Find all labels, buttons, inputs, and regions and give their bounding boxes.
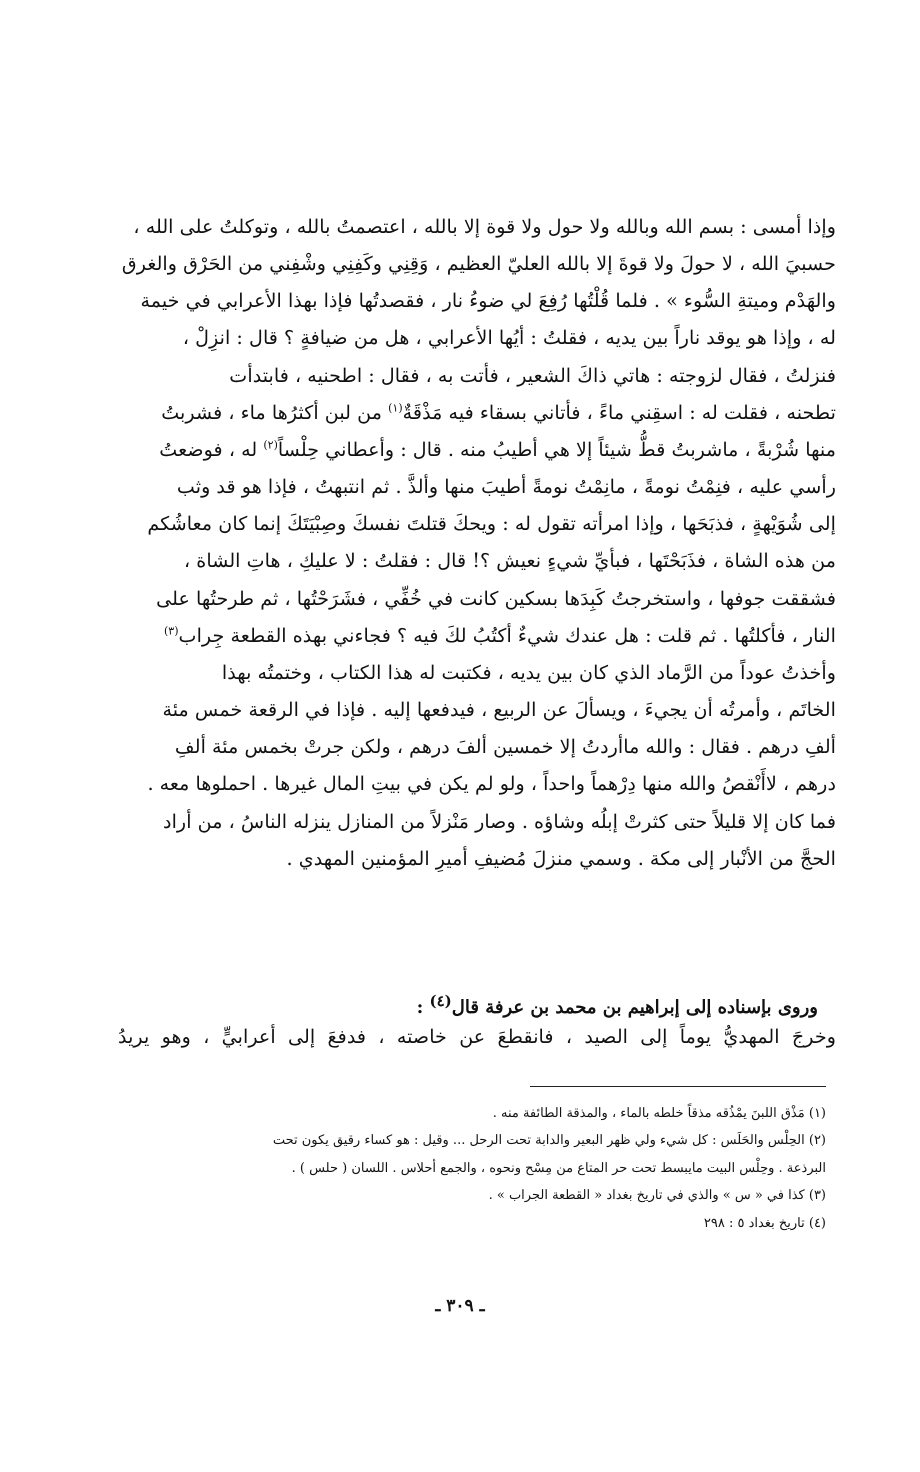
footnote-1: (١) مَذْق اللبنَ يمْذُقه مذقاً خلطه بالماء ، والمذقة الطائفة منه .: [492, 1106, 826, 1121]
text-line: له ، وإذا هو يوقد ناراً بين يديه ، فقلتُ : أيُها الأعرابي ، هل من ضيافةٍ ؟ قال : انزِلْ ،: [182, 326, 836, 350]
text-line: حسبيَ الله ، لا حولَ ولا قوةَ إلا بالله العليّ العظيم ، وَقِنِي وكَفِنِي وشْفِني من الحَرْق والغرق: [121, 252, 836, 276]
text-line: فما كان إلا قليلاً حتى كثرتْ إبلُه وشاؤه . وصار مَنْزلاً من المنازل ينزله الناسُ ، من أراد: [163, 809, 836, 833]
continuation-line: وخرجَ المهديُّ يوماً إلى الصيد ، فانقطعَ عن خاصته ، فدفعَ إلى أعرابيٍّ ، وهو يريدُ: [118, 1025, 836, 1048]
footnote-divider: [530, 1086, 826, 1087]
text-line: [118, 394, 836, 431]
footnotes: [118, 1100, 826, 1237]
text-segment: منها شُرْبةً ، ماشربتُ قطُّ شيئاً إلا هي أطيبُ منه . قال : وأعطاني حِلْساً: [277, 437, 836, 461]
text-line: إلى شُوَيْهةٍ ، فذبَحَها ، وإذا امرأته تقول له : ويحكَ قتلتَ نفسكَ وصِبْيَتَكَ إنما كان معاشُكم: [147, 512, 836, 536]
text-line: فنزلتُ ، فقال لزوجته : هاتي ذاكَ الشعير ، فأتت به ، فقال : اطحنيه ، فابتدأت: [229, 363, 836, 387]
footnote-2: (٢) الحِلْس والحَلَس : كل شيء ولي ظهر البعير والدابة تحت الرحل ... وقيل : هو كساء رقيق يكون تحت: [272, 1133, 826, 1149]
footnote-4: (٤) تاريخ بغداد ٥ : ٢٩٨: [703, 1215, 826, 1231]
footnote-marker-2: (٢): [263, 438, 278, 452]
heading-tail: :: [416, 997, 430, 1018]
text-line: درهم ، لاأَنْقصُ والله منها دِرْهماً واحداً ، ولو لم يكن في بيتِ المال غيرها . احملوها معه .: [147, 772, 836, 796]
text-segment: تطحنه ، فقلت له : اسقِني ماءً ، فأتاني بسقاء فيه مَذْقَةٌ: [402, 400, 836, 424]
text-line: رأسي عليه ، فنِمْتُ نومةً ، مانِمْتُ نومةً أطيبَ منها وألذَّ . ثم انتبهتُ ، فإذا هو قد وثب: [176, 475, 836, 499]
footnote-marker-3: (٣): [164, 624, 179, 638]
text-line: [118, 431, 836, 468]
text-segment: له ، فوضعتُ: [159, 437, 264, 461]
footnote-3: (٣) كذا في « س » والذي في تاريخ بغداد « القطعة الجراب » .: [488, 1188, 826, 1204]
text-line: الخاتَم ، وأمرتُه أن يجيءَ ، ويسألَ عن الربيع ، فيدفعها إليه . فإذا في الرقعة خمس مئة: [162, 698, 836, 722]
main-text: [118, 208, 836, 877]
text-line: الحجَّ من الأنْبار إلى مكة . وسمي منزلَ مُضيفِ أميرِ المؤمنين المهدي .: [286, 846, 836, 870]
text-line: والهَدْم وميتةِ السُّوء » . فلما قُلْتُها رُفِعَ لي ضوءُ نار ، فقصدتُها فإذا بهذا الأعرابي في خيمة: [140, 289, 836, 313]
text-line: ألفِ درهم . فقال : والله ماأردتُ إلا خمسين ألفَ درهم ، ولكن جرتْ بخمس مئة ألفِ: [174, 735, 836, 759]
text-line: وأخذتُ عوداً من الرَّماد الذي كان بين يديه ، فكتبت له هذا الكتاب ، وختمتُه بهذا: [221, 660, 836, 684]
text-segment: النار ، فأكلتُها . ثم قلت : هل عندك شيءٌ أكتُبُ لكَ فيه ؟ فجاءني بهذه القطعة جِراب: [178, 623, 836, 647]
footnote-marker-4: (٤): [429, 992, 452, 1010]
page-number: ـ ٣٠٩ ـ: [435, 1296, 485, 1316]
text-line: فشققت جوفها ، واستخرجتُ كَبِدَها بسكين كانت في خُفِّي ، فشَرَحْتُها ، ثم طرحتُها على: [156, 586, 836, 610]
footnote-2-continuation: البرذعة . وحِلْس البيت مايبسط تحت حر المتاع من مِسْح ونحوه ، والجمع أحلاس . اللسان ( حلس ) .: [291, 1160, 826, 1176]
text-line: [118, 617, 836, 654]
section-heading: [118, 986, 818, 1023]
text-line: من هذه الشاة ، فذَبَحْتَها ، فبأيِّ شيءٍ نعيش ؟! قال : فقلتُ : لا عليكِ ، هاتِ الشاة ،: [184, 549, 836, 573]
heading-text: وروى بإسناده إلى إبراهيم بن محمد بن عرفة قال: [451, 997, 818, 1018]
text-line: وإذا أمسى : بسم الله وبالله ولا حول ولا قوة إلا بالله ، اعتصمتُ بالله ، وتوكلتُ على الله ،: [133, 215, 836, 238]
text-segment: من لبن أكثرُها ماء ، فشربتُ: [161, 400, 389, 424]
footnote-marker-1: (١): [388, 401, 403, 415]
